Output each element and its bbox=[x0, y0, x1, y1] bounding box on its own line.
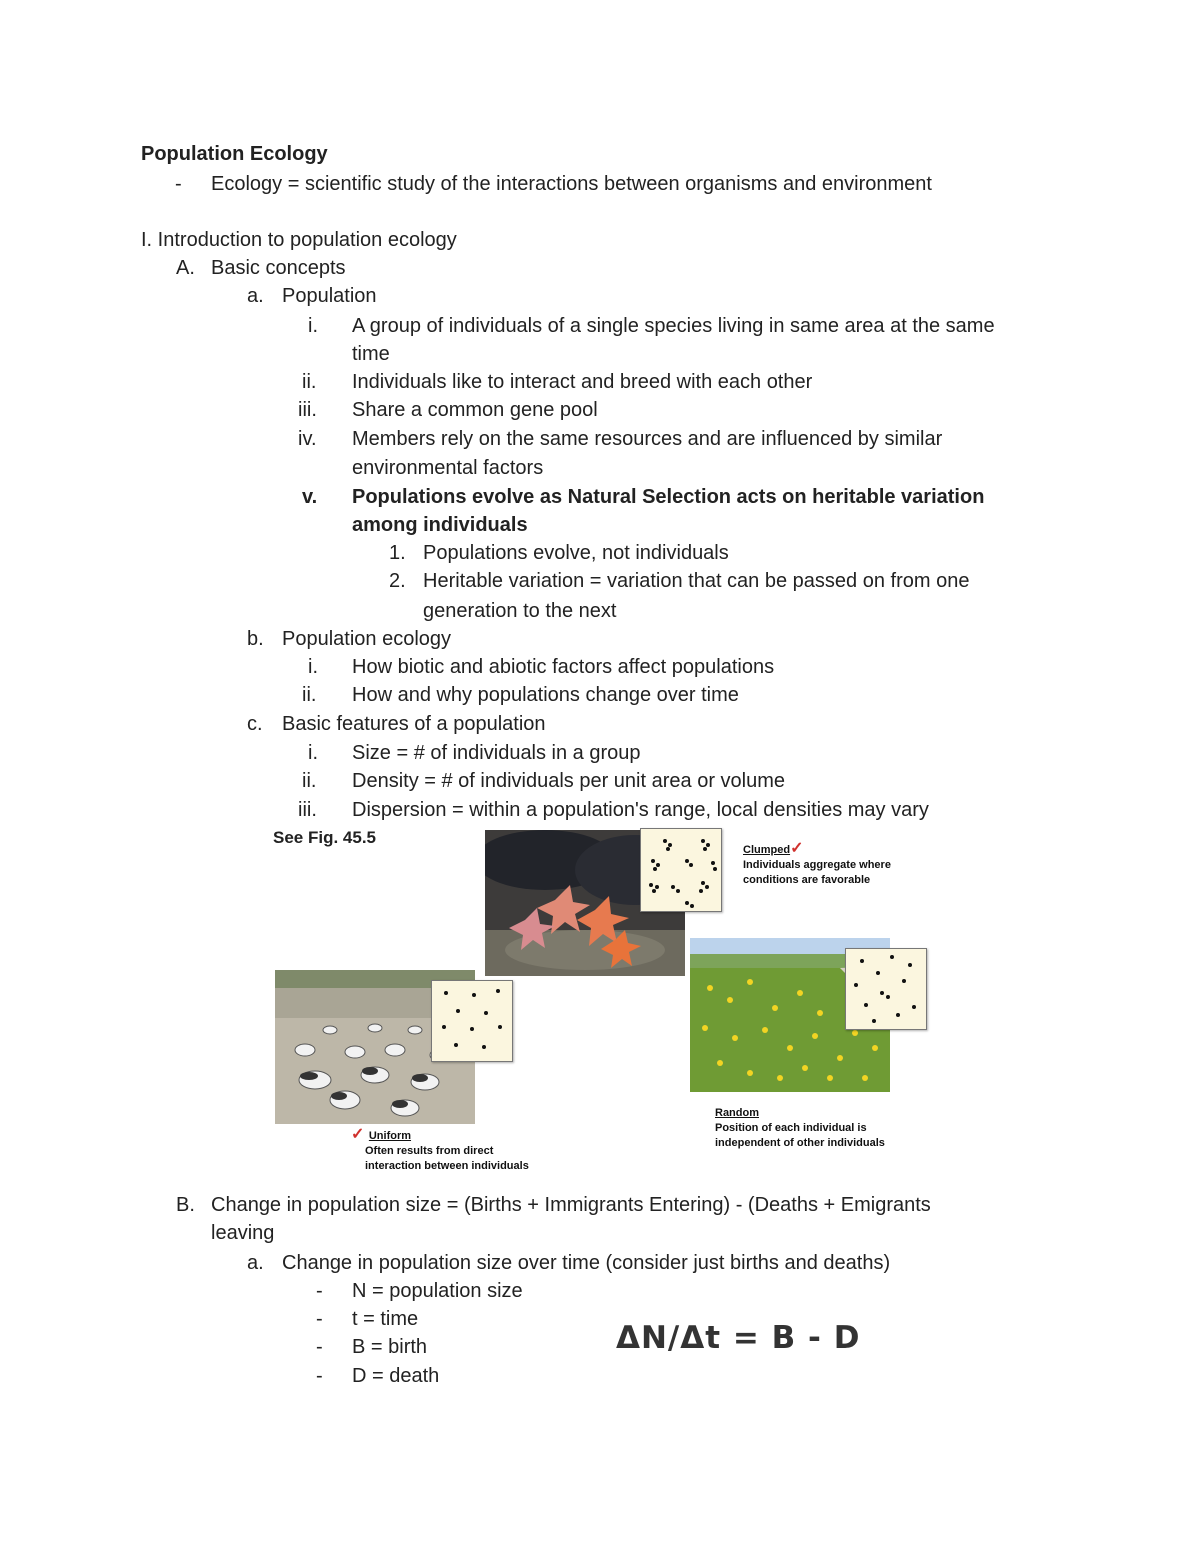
dispersion-dot bbox=[685, 901, 689, 905]
dispersion-dot bbox=[872, 1019, 876, 1023]
dispersion-dot bbox=[864, 1003, 868, 1007]
dispersion-dot bbox=[908, 963, 912, 967]
list-item-emphasis-continued: among individuals bbox=[352, 514, 528, 536]
uniform-description-line1: Often results from direct bbox=[365, 1145, 494, 1157]
dispersion-dot bbox=[705, 885, 709, 889]
dispersion-dot bbox=[854, 983, 858, 987]
dispersion-dot bbox=[482, 1045, 486, 1049]
dispersion-dot bbox=[699, 889, 703, 893]
dispersion-dot bbox=[472, 993, 476, 997]
dispersion-dot bbox=[666, 847, 670, 851]
list-marker: ii. bbox=[302, 371, 317, 393]
definition-item: B = birth bbox=[352, 1336, 428, 1358]
dispersion-dot bbox=[656, 863, 660, 867]
list-item-continued: generation to the next bbox=[423, 600, 617, 622]
check-mark-icon: ✓ bbox=[790, 840, 804, 857]
list-item: Populations evolve, not individuals bbox=[423, 542, 729, 564]
population-change-formula: Change in population size = (Births + Immigrants Entering) - (Deaths + Emigrants bbox=[211, 1194, 931, 1216]
dispersion-dot bbox=[880, 991, 884, 995]
uniform-label bbox=[351, 1124, 529, 1174]
dispersion-dot bbox=[685, 859, 689, 863]
dispersion-dot bbox=[701, 839, 705, 843]
dispersion-dot bbox=[690, 904, 694, 908]
list-item: Size = # of individuals in a group bbox=[352, 742, 641, 764]
list-item: Members rely on the same resources and are influenced by similar bbox=[352, 428, 943, 450]
dispersion-dot bbox=[655, 885, 659, 889]
definition-item: t = time bbox=[352, 1308, 419, 1330]
list-item: Heritable variation = variation that can be passed on from one bbox=[423, 570, 970, 592]
random-description-line2: independent of other individuals bbox=[715, 1137, 885, 1149]
dispersion-dot bbox=[444, 991, 448, 995]
dispersion-dot bbox=[470, 1027, 474, 1031]
clumped-description-line1: Individuals aggregate where bbox=[743, 859, 891, 871]
page-title: Population Ecology bbox=[141, 143, 328, 165]
dispersion-dot bbox=[890, 955, 894, 959]
list-item: Share a common gene pool bbox=[352, 399, 598, 421]
dispersion-dot bbox=[876, 971, 880, 975]
dispersion-dot bbox=[496, 989, 500, 993]
list-marker: c. bbox=[247, 713, 263, 735]
population-change-formula-continued: leaving bbox=[211, 1222, 275, 1244]
dispersion-dot bbox=[902, 979, 906, 983]
list-item: How and why populations change over time bbox=[352, 684, 739, 706]
clumped-pattern-box bbox=[640, 828, 722, 912]
list-item-continued: environmental factors bbox=[352, 457, 544, 479]
population-ecology-heading: Population ecology bbox=[282, 628, 452, 650]
check-mark-icon: ✓ bbox=[351, 1126, 365, 1143]
list-item: Dispersion = within a population's range, local densities may vary bbox=[352, 799, 929, 821]
basic-features-heading: Basic features of a population bbox=[282, 713, 546, 735]
list-item: A group of individuals of a single species living in same area at the same bbox=[352, 315, 995, 337]
dispersion-dot bbox=[456, 1009, 460, 1013]
dispersion-dot bbox=[701, 881, 705, 885]
list-item: Density = # of individuals per unit area or volume bbox=[352, 770, 786, 792]
uniform-title: Uniform bbox=[368, 1130, 412, 1142]
ecology-definition: Ecology = scientific study of the interactions between organisms and environment bbox=[211, 173, 932, 195]
list-marker: b. bbox=[247, 628, 264, 650]
dispersion-dot bbox=[442, 1025, 446, 1029]
list-marker: iii. bbox=[298, 799, 317, 821]
bullet-marker: - bbox=[175, 173, 182, 195]
list-marker: B. bbox=[176, 1194, 195, 1216]
figure-caption: See Fig. 45.5 bbox=[273, 828, 376, 847]
list-marker: a. bbox=[247, 1252, 264, 1274]
list-marker: v. bbox=[302, 486, 318, 508]
dispersion-dot bbox=[649, 883, 653, 887]
basic-concepts-heading: Basic concepts bbox=[211, 257, 346, 279]
random-title: Random bbox=[715, 1107, 759, 1119]
dispersion-dot bbox=[484, 1011, 488, 1015]
dispersion-dot bbox=[651, 859, 655, 863]
dispersion-dot bbox=[912, 1005, 916, 1009]
bullet-marker: - bbox=[316, 1336, 323, 1358]
list-item-emphasis: Populations evolve as Natural Selection acts on heritable variation bbox=[352, 486, 985, 508]
list-marker: iv. bbox=[298, 428, 317, 450]
bullet-marker: - bbox=[316, 1280, 323, 1302]
uniform-description-line2: interaction between individuals bbox=[365, 1160, 529, 1172]
random-label bbox=[715, 1103, 885, 1151]
list-marker: ii. bbox=[302, 684, 317, 706]
dispersion-dot bbox=[886, 995, 890, 999]
list-marker: 1. bbox=[389, 542, 406, 564]
dispersion-dot bbox=[454, 1043, 458, 1047]
list-marker: ii. bbox=[302, 770, 317, 792]
clumped-title: Clumped bbox=[743, 844, 791, 856]
dispersion-dot bbox=[689, 863, 693, 867]
dispersion-dot bbox=[711, 861, 715, 865]
dispersion-dot bbox=[706, 843, 710, 847]
population-heading: Population bbox=[282, 285, 377, 307]
change-over-time-heading: Change in population size over time (consider just births and deaths) bbox=[282, 1252, 891, 1274]
dispersion-dot bbox=[860, 959, 864, 963]
list-marker: i. bbox=[308, 315, 318, 337]
list-item: How biotic and abiotic factors affect populations bbox=[352, 656, 775, 678]
dispersion-figure bbox=[265, 826, 935, 1186]
bullet-marker: - bbox=[316, 1365, 323, 1387]
list-item-continued: time bbox=[352, 343, 390, 365]
list-marker: i. bbox=[308, 742, 318, 764]
clumped-description-line2: conditions are favorable bbox=[743, 874, 871, 886]
list-marker: i. bbox=[308, 656, 318, 678]
dispersion-dot bbox=[663, 839, 667, 843]
definition-item: N = population size bbox=[352, 1280, 523, 1302]
section-heading-intro: I. Introduction to population ecology bbox=[141, 229, 457, 251]
dispersion-dot bbox=[498, 1025, 502, 1029]
dispersion-dot bbox=[671, 885, 675, 889]
list-marker: A. bbox=[176, 257, 195, 279]
dispersion-dot bbox=[896, 1013, 900, 1017]
dispersion-dot bbox=[713, 867, 717, 871]
bullet-marker: - bbox=[316, 1308, 323, 1330]
dispersion-dot bbox=[653, 867, 657, 871]
dispersion-dot bbox=[652, 889, 656, 893]
growth-equation: ΔN/Δt = B - D bbox=[616, 1320, 861, 1356]
random-pattern-box bbox=[845, 948, 927, 1030]
list-marker: iii. bbox=[298, 399, 317, 421]
list-marker: 2. bbox=[389, 570, 406, 592]
uniform-pattern-box bbox=[431, 980, 513, 1062]
list-marker: a. bbox=[247, 285, 264, 307]
dispersion-dot bbox=[676, 889, 680, 893]
random-description-line1: Position of each individual is bbox=[715, 1122, 867, 1134]
clumped-label bbox=[743, 838, 891, 888]
list-item: Individuals like to interact and breed with each other bbox=[352, 371, 813, 393]
dispersion-dot bbox=[703, 847, 707, 851]
definition-item: D = death bbox=[352, 1365, 440, 1387]
